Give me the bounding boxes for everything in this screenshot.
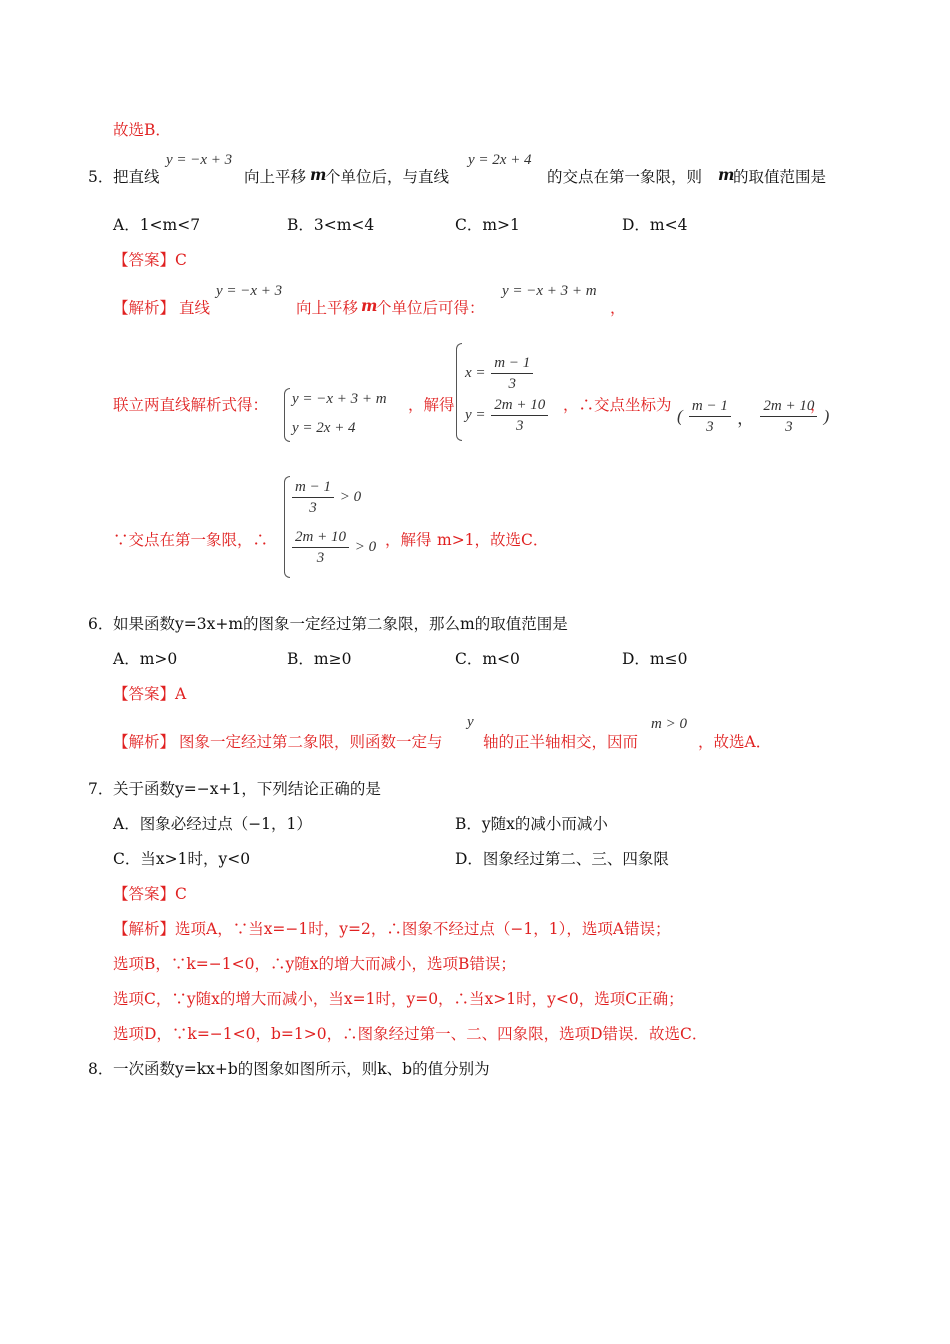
system-equation-2: y = 2x + 4 [292,420,356,436]
q6-option-a: A．m>0 [113,650,178,668]
q8-text: 一次函数y=kx+b的图象如图所示，则k、b的值分别为 [113,1060,490,1078]
q6-number: 6． [88,615,114,633]
solution-brace [456,343,462,441]
q5-equation-1: y = −x + 3 [166,152,233,168]
point-y-fraction [760,397,817,436]
q7-answer: 【答案】C [113,885,187,903]
inequality-1 [290,478,361,517]
q5-option-b: B．3<m<4 [287,216,375,234]
q7-option-c: C．当x>1时，y<0 [113,850,251,868]
solution-x-numerator: m − 1 [491,354,533,374]
q5-text-5: 的取值范围是 [733,168,827,186]
q8-number: 8． [88,1060,114,1078]
q5-analysis-m: m [361,296,378,315]
q7-analysis-line-1: 【解析】选项A，∵当x=−1时，y=2，∴图象不经过点（−1，1），选项A错误； [113,920,671,938]
point-right-paren: ) [823,406,830,426]
solution-y-denominator: 3 [516,418,524,434]
q7-analysis-line-4: 选项D，∵k=−1<0，b=1>0，∴图象经过第一、二、四象限，选项D错误．故选C． [113,1025,708,1043]
q5-m: m [310,165,327,184]
system-equation-1: y = −x + 3 + m [292,391,387,407]
q5-answer: 【答案】C [113,251,187,269]
solution-y-fraction [491,396,548,435]
q5-option-d: D．m<4 [622,216,688,234]
intersection-point [677,397,829,436]
solution-y-numerator: 2m + 10 [491,396,548,416]
point-y-denominator: 3 [785,419,793,435]
q5-analysis-text-7: ∵交点在第一象限，∴ [113,531,269,549]
point-x-denominator: 3 [706,419,714,435]
q6-analysis-label: 【解析】 [113,733,176,751]
solution-x [465,354,535,393]
q5-text-3: 个单位后，与直线 [325,168,450,186]
q5-option-a: A．1<m<7 [113,216,201,234]
q6-analysis-text-1: 图象一定经过第二象限，则函数一定与 [179,733,443,751]
inequality-2 [290,528,376,567]
q6-text: 如果函数y=3x+m的图象一定经过第二象限，那么m的取值范围是 [113,615,568,633]
point-x-numerator: m − 1 [689,397,731,417]
previous-conclusion: 故选B． [113,121,171,139]
q7-number: 7． [88,780,114,798]
point-x-fraction [689,397,731,436]
point-y-numerator: 2m + 10 [760,397,817,417]
point-separator: ， [737,409,755,428]
q5-analysis-equation-3: y = −x + 3 + m [502,283,597,299]
q6-answer: 【答案】A [113,685,187,703]
inequality-2-denominator: 3 [316,550,325,566]
q5-number: 5． [88,168,114,186]
q5-equation-2: y = 2x + 4 [468,152,532,168]
q6-option-d: D．m≤0 [622,650,688,668]
q6-y: y [467,714,474,730]
solution-y [465,396,550,435]
inequality-1-fraction [292,478,334,517]
q5-analysis-text-4: 联立两直线解析式得： [113,396,269,414]
point-left-paren: ( [677,406,683,426]
inequality-1-relation: > 0 [339,489,362,505]
q6-option-c: C．m<0 [455,650,520,668]
system-brace [284,388,290,442]
q7-option-b: B．y随x的减小而减小 [455,815,608,833]
q5-option-c: C．m>1 [455,216,520,234]
q5-analysis-text-3: 个单位后可得： [376,299,485,317]
q5-analysis-equation-1: y = −x + 3 [216,283,283,299]
solution-x-fraction [491,354,533,393]
solution-x-label: x = [465,365,486,381]
q7-option-d: D．图象经过第二、三、四象限 [455,850,669,868]
inequality-2-numerator: 2m + 10 [292,528,349,548]
q5-text-2: 向上平移 [244,168,307,186]
q7-analysis-line-3: 选项C，∵y随x的增大而减小，当x=1时，y=0，∴当x>1时，y<0，选项C正确； [113,990,684,1008]
q6-condition: m > 0 [651,716,687,732]
q6-option-b: B．m≥0 [287,650,352,668]
q5-analysis-text-2: 向上平移 [296,299,359,317]
q5-analysis-text-1: 直线 [179,299,211,317]
q5-m-2: m [718,165,735,184]
q7-analysis-line-2: 选项B，∵k=−1<0，∴y随x的增大而减小，选项B错误； [113,955,516,973]
q5-analysis-label: 【解析】 [113,299,176,317]
solution-x-denominator: 3 [508,376,517,392]
inequality-1-numerator: m − 1 [292,478,334,498]
q5-analysis-text-9: m>1，故选C． [437,531,549,549]
q7-option-a: A．图象必经过点（−1，1） [113,815,312,833]
solution-y-label: y = [465,407,486,423]
q5-analysis-comma-2: ， [810,396,826,414]
inequality-1-denominator: 3 [309,500,317,516]
q5-text-1: 把直线 [113,168,160,186]
q5-text-4: 的交点在第一象限，则 [547,168,703,186]
q5-analysis-text-6: ，∴交点坐标为 [563,396,672,414]
q5-analysis-text-8: ，解得 [385,531,432,549]
inequality-2-fraction [292,528,349,567]
inequality-2-relation: > 0 [354,539,377,555]
q5-analysis-text-5: ，解得 [408,396,455,414]
q7-text: 关于函数y=−x+1，下列结论正确的是 [113,780,381,798]
q5-analysis-comma: ， [610,299,626,317]
q6-analysis-text-2: 轴的正半轴相交，因而 [483,733,639,751]
q6-analysis-text-3: ，故选A． [698,733,772,751]
